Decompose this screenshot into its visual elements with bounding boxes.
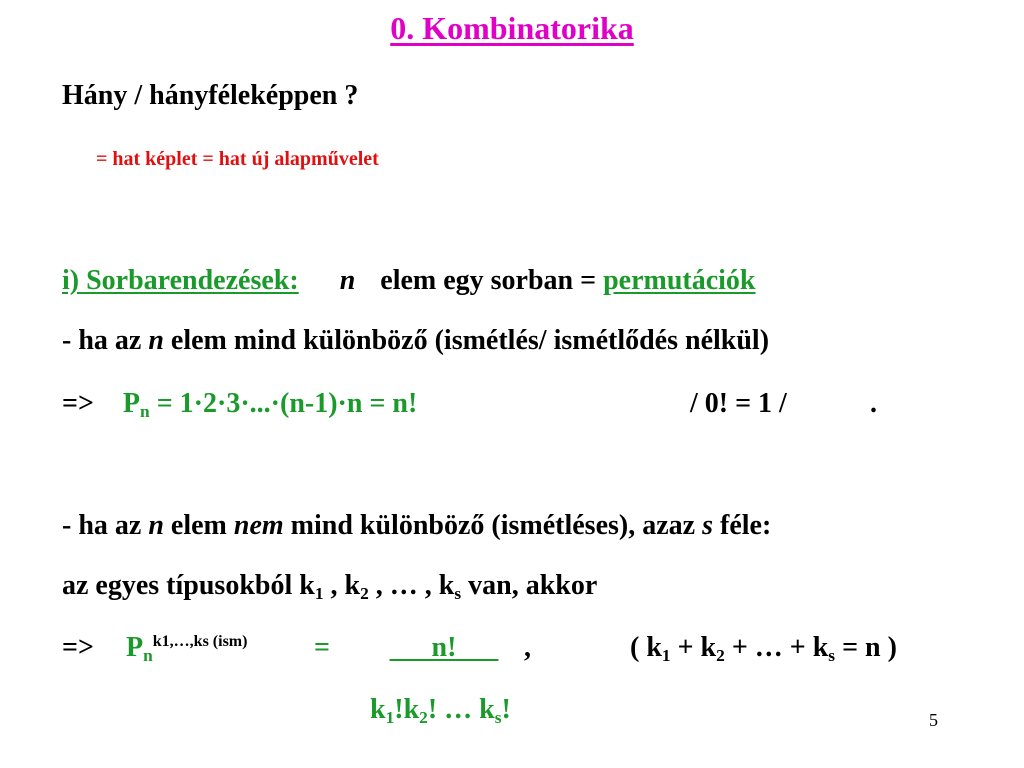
nondistinct-rest: mind különböző (ismétléses), azaz bbox=[283, 510, 703, 541]
section-i-text: elem egy sorban = bbox=[380, 265, 604, 296]
p-superscript: k1,…,ks (ism) bbox=[152, 633, 248, 651]
d2-subscript: 2 bbox=[419, 707, 428, 727]
den-k: k bbox=[370, 694, 386, 725]
n-variable: n bbox=[339, 265, 356, 296]
den-mid1: !k bbox=[394, 694, 420, 725]
cs-subscript: s bbox=[828, 645, 836, 665]
distinct-rest: elem mind különböző (ismétlés/ ismétlődés nélkül) bbox=[163, 325, 770, 356]
n-variable: n bbox=[148, 325, 164, 356]
section-i-heading: i) Sorbarendezések: bbox=[62, 265, 299, 296]
rep-equals: = bbox=[314, 632, 330, 663]
p-symbol: P bbox=[122, 388, 141, 419]
permutation-formula bbox=[62, 388, 417, 420]
n-variable: n bbox=[148, 510, 164, 541]
permutation-term: permutációk bbox=[603, 265, 756, 296]
nondistinct-prefix: - ha az bbox=[62, 510, 149, 541]
rep-comma: , bbox=[524, 632, 531, 663]
rep-numerator: n! bbox=[389, 632, 499, 663]
arrow-rep: => bbox=[62, 632, 94, 663]
p-subscript: n bbox=[143, 645, 153, 665]
s-variable: s bbox=[702, 510, 713, 541]
question-line: Hány / hányféleképpen ? bbox=[62, 80, 359, 111]
den-mid2: ! … k bbox=[427, 694, 495, 725]
types-c1: , k bbox=[323, 570, 361, 601]
perm-formula-expr bbox=[123, 388, 417, 419]
note-line: = hat képlet = hat új alapművelet bbox=[96, 148, 379, 170]
nem-word: nem bbox=[233, 510, 284, 541]
types-text: az egyes típusokból k bbox=[62, 570, 315, 601]
cond-plus1: + k bbox=[670, 632, 717, 663]
k1-subscript: 1 bbox=[314, 583, 324, 603]
sum-condition bbox=[630, 632, 897, 664]
ks-subscript: s bbox=[454, 583, 462, 603]
end-dot: . bbox=[870, 388, 877, 419]
rep-p-symbol bbox=[126, 632, 247, 664]
c1-subscript: 1 bbox=[661, 645, 671, 665]
perm-expression: = 1·2·3·...·(n-1)·n = n! bbox=[149, 388, 418, 419]
types-end: van, akkor bbox=[461, 570, 598, 601]
section-i-line bbox=[62, 265, 756, 297]
rep-denominator bbox=[370, 694, 511, 726]
d1-subscript: 1 bbox=[385, 707, 395, 727]
p-subscript: n bbox=[140, 401, 150, 421]
distinct-prefix: - ha az bbox=[62, 325, 149, 356]
p-symbol: P bbox=[126, 632, 144, 663]
cond-open: ( k bbox=[630, 632, 662, 663]
arrow: => bbox=[62, 388, 94, 419]
cond-end: = n ) bbox=[835, 632, 897, 663]
zero-factorial-note: / 0! = 1 / bbox=[690, 388, 787, 419]
distinct-line bbox=[62, 325, 769, 357]
page-number: 5 bbox=[929, 710, 938, 730]
types-line bbox=[62, 570, 597, 602]
types-c2: , … , k bbox=[368, 570, 455, 601]
nondistinct-mid: elem bbox=[163, 510, 234, 541]
ds-subscript: s bbox=[494, 707, 502, 727]
slide-title: 0. Kombinatorika bbox=[390, 10, 634, 46]
k2-subscript: 2 bbox=[360, 583, 369, 603]
nondistinct-line bbox=[62, 510, 771, 542]
nondistinct-end: féle: bbox=[713, 510, 772, 541]
cond-plus2: + … + k bbox=[724, 632, 829, 663]
c2-subscript: 2 bbox=[716, 645, 725, 665]
den-end: ! bbox=[501, 694, 511, 725]
